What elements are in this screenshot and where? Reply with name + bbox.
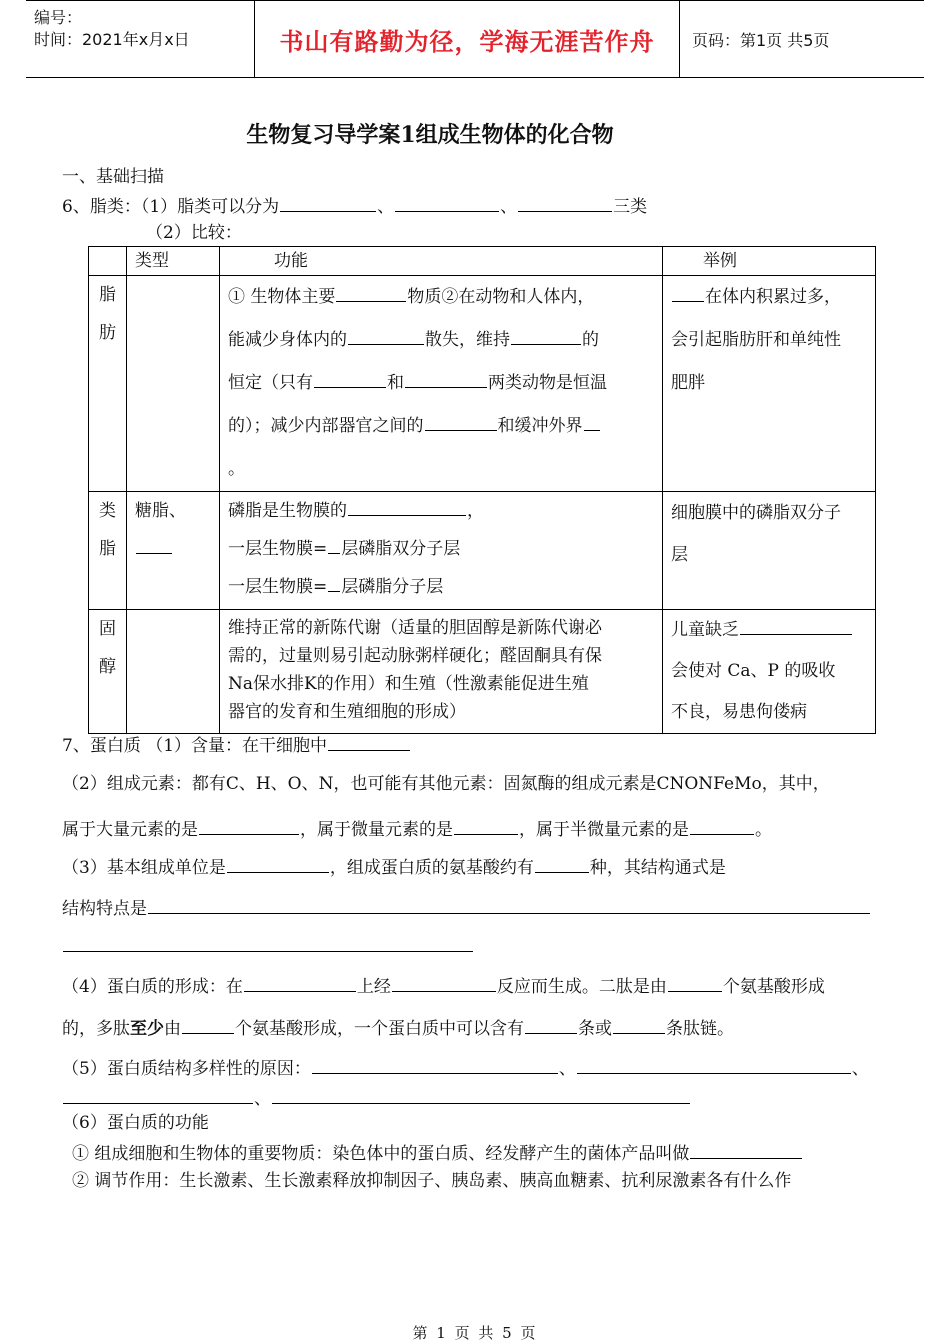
blank[interactable] bbox=[511, 327, 581, 345]
phospholipid-function: 磷脂是生物膜的 ， 一层生物膜= 层磷脂双分子层 一层生物膜= 层磷脂分子层 bbox=[220, 492, 663, 610]
blank[interactable] bbox=[668, 974, 722, 992]
protein-q1: 7、蛋白质 （1）含量：在干细胞中 bbox=[62, 733, 411, 757]
page-footer: 第 1 页 共 5 页 bbox=[412, 1324, 538, 1342]
blank[interactable] bbox=[227, 855, 329, 873]
col-example: 举例 bbox=[663, 247, 876, 276]
blank[interactable] bbox=[199, 817, 299, 835]
blank[interactable] bbox=[392, 974, 496, 992]
page-header bbox=[26, 0, 924, 78]
fat-function: ① 生物体主要 物质②在动物和人体内， 能减少身体内的 散失，维持 的 恒定（只有 和 两类动物是恒温 的）；减少内部器官之间的 和缓冲外界 。 bbox=[220, 276, 663, 492]
blank[interactable] bbox=[328, 574, 340, 592]
blank[interactable] bbox=[672, 284, 704, 302]
protein-q5-line1: （5）蛋白质结构多样性的原因： 、 、 bbox=[62, 1056, 869, 1080]
header-meta-cell bbox=[26, 1, 255, 77]
page-title: 生物复习导学案1组成生物体的化合物 bbox=[246, 122, 614, 148]
table-row-phospholipid: 类 脂 糖脂、 磷脂是生物膜的 ， 一层生物膜= 层磷脂双分子层 一层生物膜= 层磷脂分子层 细胞膜中的磷脂双分子 层 bbox=[89, 492, 876, 610]
lipid-comparison-table bbox=[88, 246, 876, 734]
col-type: 类型 bbox=[127, 247, 220, 276]
blank[interactable] bbox=[348, 498, 466, 516]
protein-q6-item1: ① 组成细胞和生物体的重要物质：染色体中的蛋白质、经发酵产生的菌体产品叫做 bbox=[72, 1141, 803, 1165]
protein-q2-line1: （2）组成元素：都有C、H、O、N，也可能有其他元素：固氮酶的组成元素是CNONFeMo，其中， bbox=[62, 774, 830, 794]
blank[interactable] bbox=[63, 1086, 253, 1104]
table-row-sterol: 固 醇 维持正常的新陈代谢（适量的胆固醇是新陈代谢必 需的，过量则易引起动脉粥样硬化；醛固酮具有保 Na保水排K的作用）和生殖（性激素能促进生殖 器官的发育和生殖细胞的形成） 儿童缺乏 会使对 Ca、P 的吸收 不良，易患佝偻病 bbox=[89, 610, 876, 734]
col-function: 功能 bbox=[220, 247, 663, 276]
blank[interactable] bbox=[244, 974, 356, 992]
blank[interactable] bbox=[136, 536, 172, 554]
table-row-fat: 脂 肪 ① 生物体主要 物质②在动物和人体内， 能减少身体内的 散失，维持 的 恒定（只有 和 两类动物是恒温 的）；减少内部器官之间的 和缓冲外界 。 在体内积累过多， 会引起脂肪肝和单纯性 肥胖 bbox=[89, 276, 876, 492]
blank[interactable] bbox=[425, 413, 497, 431]
blank[interactable] bbox=[518, 194, 612, 212]
fat-example: 在体内积累过多， 会引起脂肪肝和单纯性 肥胖 bbox=[663, 276, 876, 492]
protein-q4-line2: 的，多肽至少由 个氨基酸形成，一个蛋白质中可以含有 条或 条肽链。 bbox=[62, 1016, 734, 1040]
blank[interactable] bbox=[690, 1141, 802, 1159]
blank[interactable] bbox=[525, 1016, 577, 1034]
sterol-function: 维持正常的新陈代谢（适量的胆固醇是新陈代谢必 需的，过量则易引起动脉粥样硬化；醛固酮具有保 Na保水排K的作用）和生殖（性激素能促进生殖 器官的发育和生殖细胞的形成） bbox=[220, 610, 663, 734]
blank[interactable] bbox=[328, 733, 410, 751]
blank[interactable] bbox=[395, 194, 499, 212]
blank[interactable] bbox=[148, 896, 870, 914]
sterol-example: 儿童缺乏 会使对 Ca、P 的吸收 不良，易患佝偻病 bbox=[663, 610, 876, 734]
protein-q3-line3 bbox=[62, 934, 474, 958]
blank[interactable] bbox=[454, 817, 518, 835]
blank[interactable] bbox=[613, 1016, 665, 1034]
blank[interactable] bbox=[182, 1016, 234, 1034]
blank[interactable] bbox=[312, 1056, 558, 1074]
motto-text: 书山有路勤为径，学海无涯苦作舟 bbox=[279, 26, 655, 56]
protein-q5-line2: 、 bbox=[62, 1086, 691, 1110]
blank[interactable] bbox=[584, 413, 600, 431]
table-header-row bbox=[89, 247, 876, 276]
blank[interactable] bbox=[272, 1086, 690, 1104]
page-info: 页码：第1页 共5页 bbox=[692, 30, 830, 50]
blank[interactable] bbox=[336, 284, 406, 302]
protein-q3-line2: 结构特点是 bbox=[62, 896, 871, 920]
blank[interactable] bbox=[314, 370, 386, 388]
blank[interactable] bbox=[740, 617, 852, 635]
protein-q4-line1: （4）蛋白质的形成：在 上经 反应而生成。二肽是由 个氨基酸形成 bbox=[62, 974, 825, 998]
blank[interactable] bbox=[348, 327, 424, 345]
protein-q6-item2: ② 调节作用：生长激素、生长激素释放抑制因子、胰岛素、胰高血糖素、抗利尿激素各有什么作 bbox=[72, 1171, 792, 1191]
time-label: 时间：2021年x月x日 bbox=[34, 30, 190, 49]
phospholipid-example: 细胞膜中的磷脂双分子 层 bbox=[663, 492, 876, 610]
lipid-question: 6、脂类：（1）脂类可以分为 、 、 三类 bbox=[62, 194, 647, 218]
blank[interactable] bbox=[577, 1056, 851, 1074]
protein-q3-line1: （3）基本组成单位是 ，组成蛋白质的氨基酸约有 种，其结构通式是 bbox=[62, 855, 726, 879]
number-label: 编号： bbox=[34, 8, 83, 27]
blank[interactable] bbox=[280, 194, 376, 212]
blank[interactable] bbox=[328, 536, 340, 554]
compare-label: （2）比较： bbox=[146, 223, 242, 243]
blank[interactable] bbox=[690, 817, 754, 835]
section-heading: 一、基础扫描 bbox=[62, 167, 164, 187]
blank[interactable] bbox=[405, 370, 487, 388]
page-info-cell bbox=[680, 1, 936, 77]
blank[interactable] bbox=[63, 934, 473, 952]
blank[interactable] bbox=[535, 855, 589, 873]
protein-q6-title: （6）蛋白质的功能 bbox=[62, 1113, 209, 1133]
motto-cell bbox=[255, 1, 680, 77]
protein-q2-line2: 属于大量元素的是 ，属于微量元素的是 ，属于半微量元素的是 。 bbox=[62, 817, 772, 841]
